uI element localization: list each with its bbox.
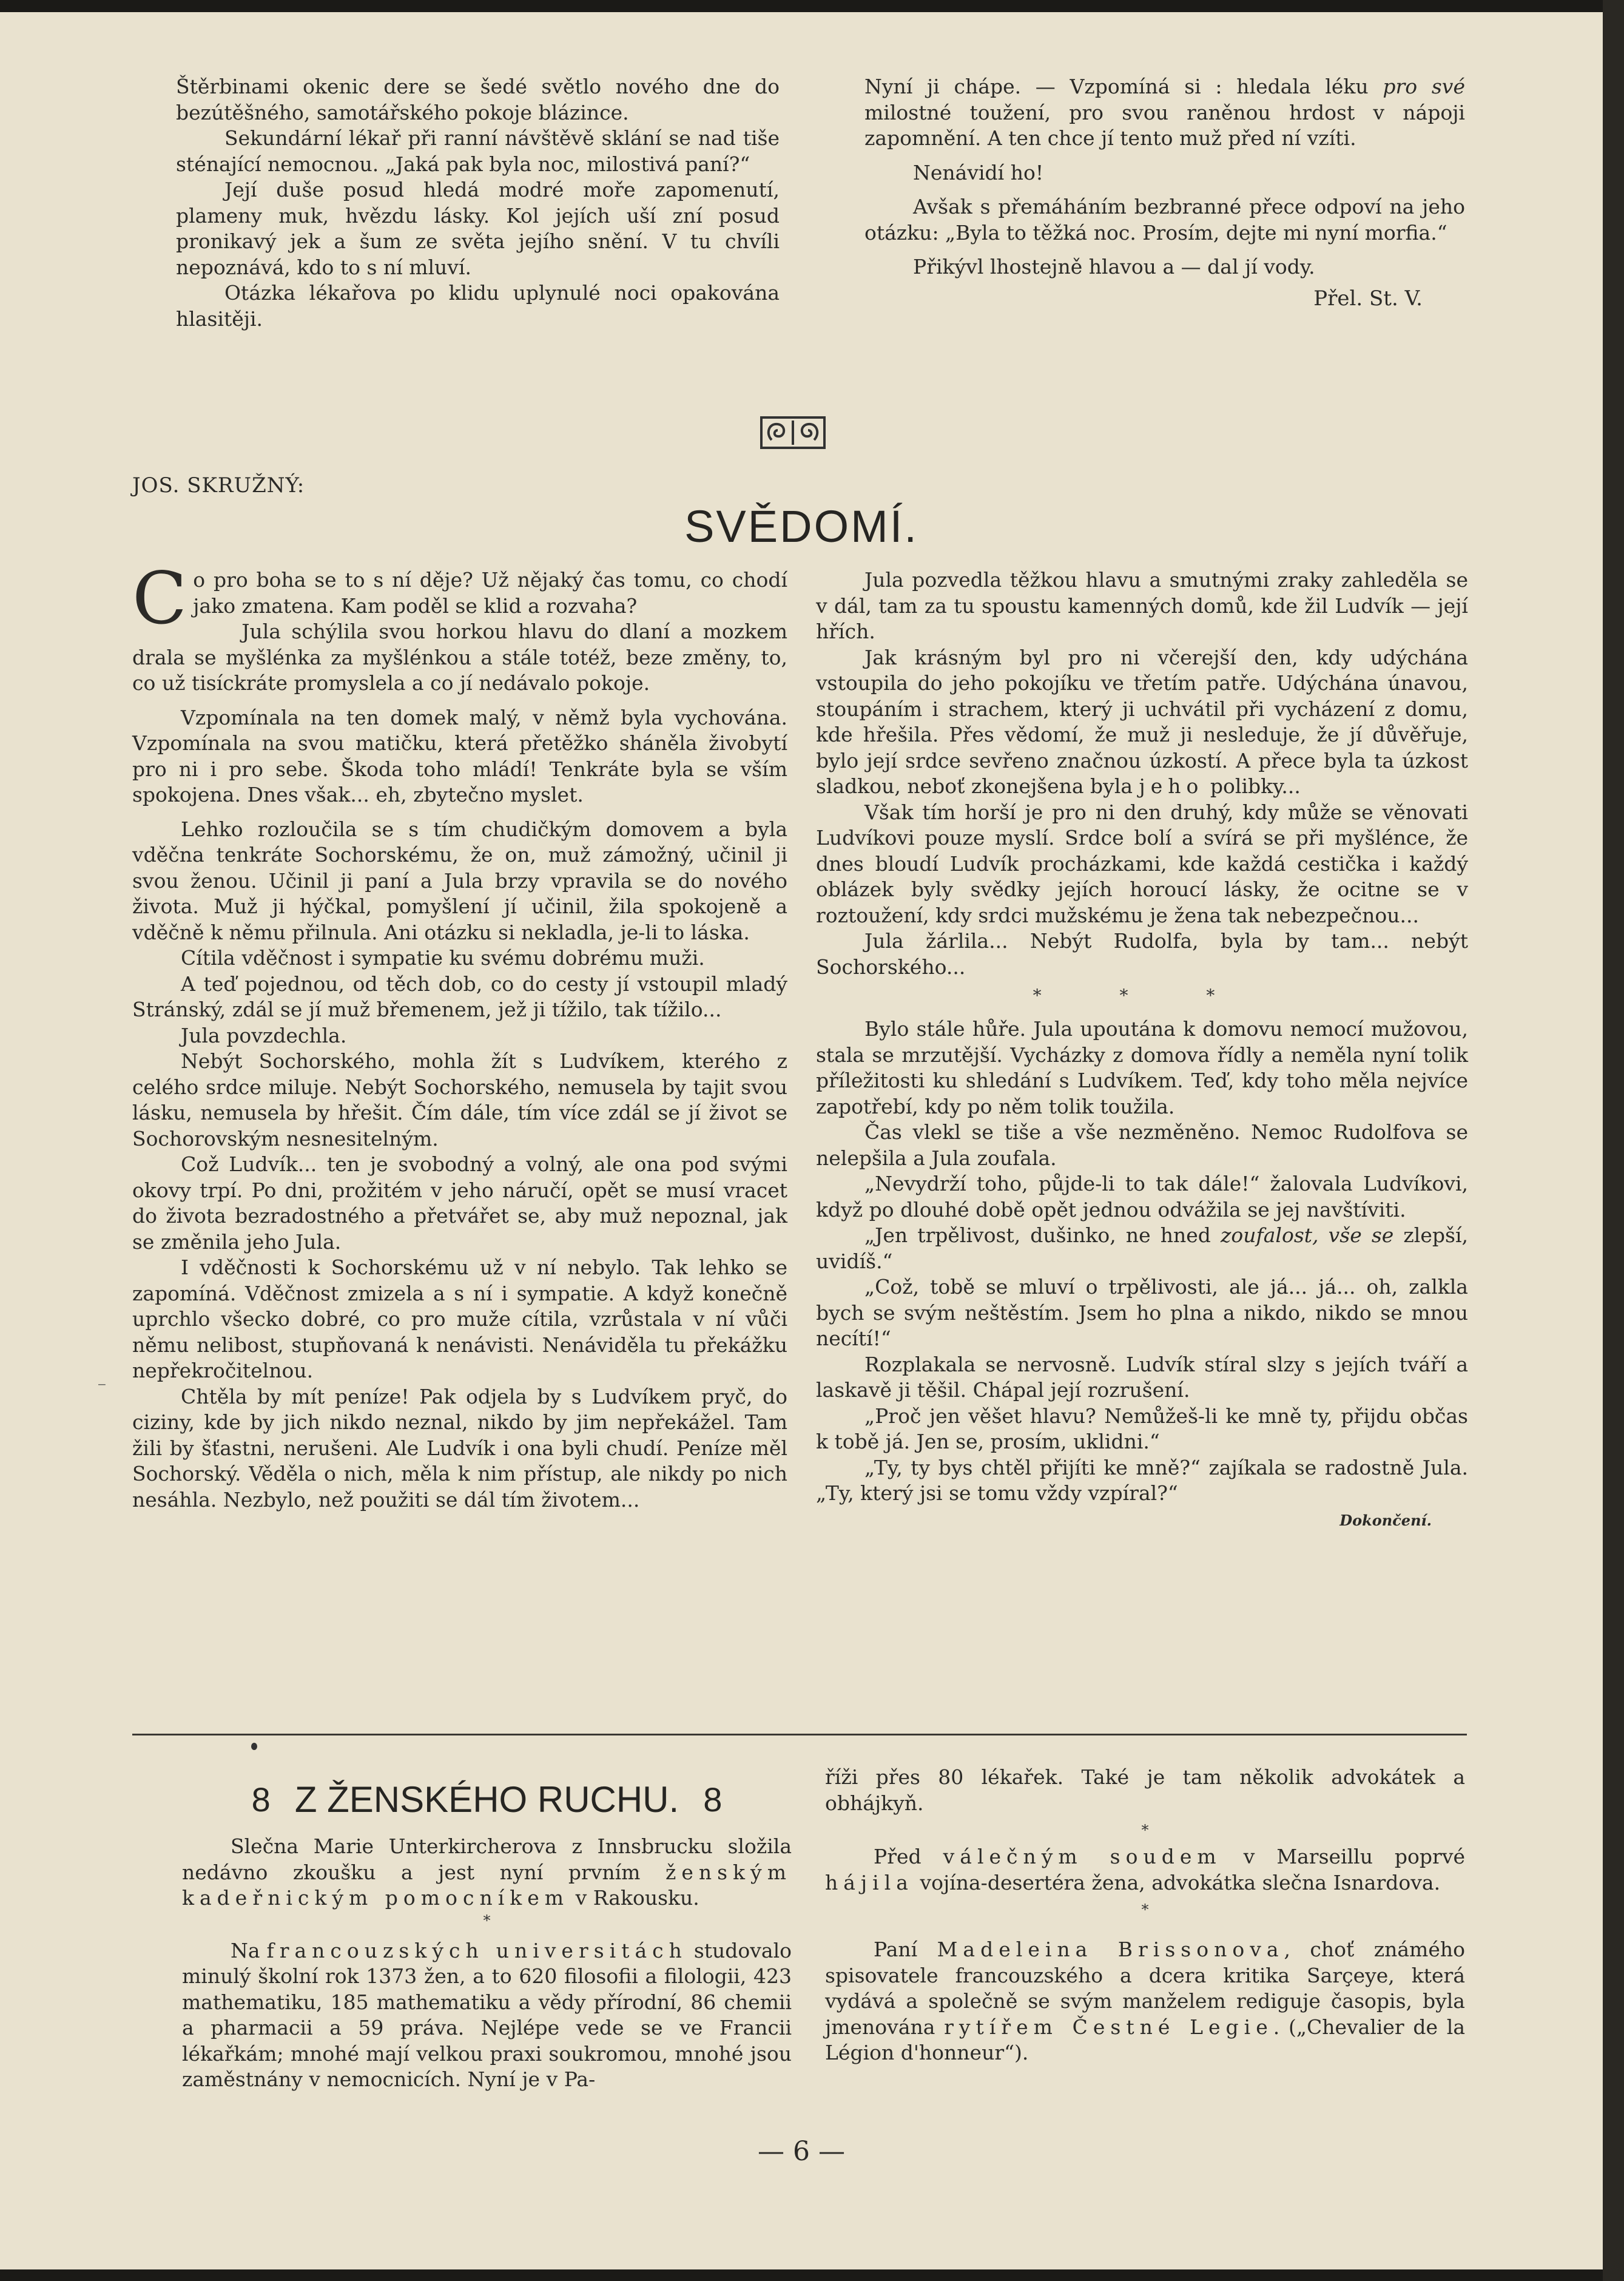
spaced-text: hájila (825, 1870, 914, 1894)
continuation-right-column (864, 74, 1465, 311)
text: v Marseillu poprvé (1221, 1845, 1465, 1868)
paragraph (864, 74, 1465, 152)
news-heading (182, 1772, 792, 1826)
paragraph (182, 1938, 792, 2093)
paragraph (816, 645, 1468, 800)
story-left-column (132, 556, 787, 1513)
to-be-continued-note: Dokončení. (1339, 1511, 1432, 1529)
spaced-text: francouzských universitách (266, 1938, 687, 1962)
section-divider-rule (132, 1734, 1467, 1735)
paragraph: Vzpomínala na ten domek malý, v němž byla vychována. Vzpomínala na svou matičku, která přetěžko sháněla živobytí pro ni i pro sebe. Škoda toho mládí! Tenkráte byla se vším spokojena. Dnes však... eh, zbytečno myslet. (132, 705, 787, 806)
paragraph: Cítila vděčnost i sympatie ku svému dobrému muži. (181, 946, 705, 970)
paragraph: říži přes 80 lékařek. Také je tam několik advokátek a obhájkyň. (825, 1765, 1465, 1815)
drop-cap: C (132, 556, 187, 640)
paragraph: Jula žárlila... Nebýt Rudolfa, byla by tam... nebýt Sochorského... (816, 929, 1468, 979)
paragraph: Jula pozvedla těžkou hlavu a smutnými zraky zahleděla se v dál, tam za tu spoustu kamenných domů, kde žil Ludvík — její hřích. (816, 568, 1468, 643)
magazine-page (0, 12, 1603, 2269)
paragraph: Lehko rozloučila se s tím chudičkým domovem a byla vděčna tenkráte Sochorskému, že on, muž zámožný, učinil ji svou ženou. Učinil ji paní a Jula brzy vpravila se do nového života. Muž ji hýčkal, pomyšlení jí učinil, žila spokojeně a vděčně k němu přilnula. Ani otázku si nekladla, je-li to láska. (132, 817, 787, 944)
paragraph (825, 1844, 1465, 1896)
paragraph: Však tím horší je pro ni den druhý, kdy může se věnovati Ludvíkovi pouze myslí. Srdce bolí a svírá se při myšlénce, že dnes bloudí Ludvík procházkami, kde každá cestička i každý oblázek byly svědky jejích horoucí lásky, že ocitne se v roztoužení, kdy srdci mužskému je žena tak nebezpečnou... (816, 800, 1468, 927)
ornament-icon (760, 416, 826, 450)
paragraph: „Ty, ty bys chtěl přijíti ke mně?“ zajíkala se radostně Jula. „Ty, který jsi se tomu vždy vzpíral?“ (816, 1455, 1468, 1505)
text: Jak krásným byl pro ni včerejší den, kdy udýchána vstoupila do jeho pokojíku ve třetím patře. Udýchána únavou, stoupáním i strachem, který ji uchvátil při vycházení z domu, kde hřešila. Přes vědomí, že muž ji nesleduje, že jí důvěřuje, bylo její srdce sevřeno značnou úzkostí. A přece byla ta úzkost sladkou, neboť zkonejšena byla (816, 645, 1468, 798)
text: o pro boha se to s ní děje? Už nějaký čas tomu, co chodí jako zmatena. Kam poděl se klid a rozvaha? (193, 568, 787, 618)
spaced-text: válečným soudem (943, 1845, 1222, 1868)
text: v Rakousku. (569, 1886, 699, 1910)
news-heading-text: Z ŽENSKÉHO RUCHU. (294, 1779, 679, 1820)
margin-mark: ⁻ (97, 1377, 107, 1399)
spaced-text: ženským kadeřnickým pomocníkem (182, 1860, 792, 1910)
text: Na (231, 1938, 267, 1962)
text: polibky... (1204, 774, 1301, 798)
paragraph: Bylo stále hůře. Jula upoutána k domovu nemocí mužovou, stala se mrzutější. Vycházky z domova řídly a neměla nyní tolik příležitosti ku shledání s Ludvíkem. Teď, kdy toho měla nejvíce zapotřebí, kdy po něm tolik toužila. (816, 1017, 1468, 1118)
text: vojína-desertéra žena, advokátka slečna Isnardova. (913, 1870, 1441, 1894)
separator-star: * (483, 1911, 491, 1929)
paragraph: „Nevydrží toho, půjde-li to tak dále!“ žalovala Ludvíkovi, když po dlouhé době opět jednou odvážila se jej navštíviti. (816, 1172, 1468, 1222)
section-break-stars: * * * (1033, 985, 1252, 1005)
paragraph: Což Ludvík... ten je svobodný a volný, ale ona pod svými okovy trpí. Po dni, prožitém v jeho náručí, opět se musí vracet do života bezradostného a přetvářet se, aby muž nepoznal, jak se změnila jeho Jula. (132, 1152, 787, 1254)
paragraph: Rozplakala se nervosně. Ludvík stíral slzy s jejích tváří a laskavě ji těšil. Chápal její rozrušení. (816, 1352, 1468, 1402)
paragraph: Nenávidí ho! (913, 160, 1044, 184)
spaced-text: jeho (1139, 774, 1204, 798)
paragraph: A teď pojednou, od těch dob, co do cesty jí vstoupil mladý Stránský, zdál se jí muž břemenem, jež ji tížilo, tak tížilo... (132, 972, 787, 1021)
heading-ornament-icon: 8 (703, 1780, 723, 1819)
text: . („Chevalier de la Légion d'honneur“). (825, 2015, 1465, 2064)
text: Nyní ji chápe. — Vzpomíná si : hledala léku (864, 75, 1383, 98)
text: Před (874, 1845, 943, 1868)
rule-dot (251, 1743, 257, 1750)
paragraph: Štěrbinami okenic dere se šedé světlo nového dne do bezútěšného, samotářského pokoje blázince. (176, 75, 780, 124)
paragraph: Sekundární lékař při ranní návštěvě sklání se nad tiše sténající nemocnou. „Jaká pak byla noc, milostivá paní?“ (176, 126, 780, 176)
paragraph: Čas vlekl se tiše a vše nezměněno. Nemoc Rudolfova se nelepšila a Jula zoufala. (816, 1120, 1468, 1170)
italic-text: pro své (1383, 75, 1465, 98)
text: milostné toužení, pro svou raněnou hrdost v nápoji zapomnění. A ten chce jí tento muž před ní vzíti. (864, 100, 1465, 150)
heading-ornament-icon: 8 (251, 1780, 271, 1819)
paragraph (816, 1223, 1468, 1274)
text: zlepší, uvidíš.“ (816, 1223, 1468, 1273)
paragraph: „Což, tobě se mluví o trpělivosti, ale já... já... oh, zalkla bych se svým neštěstím. Jsem ho plna a nikdo, nikdo se mnou necítí!“ (816, 1275, 1468, 1350)
continuation-left-column (176, 74, 780, 332)
story-title: SVĚDOMÍ. (684, 501, 918, 552)
story-author: JOS. SKRUŽNÝ: (132, 473, 305, 498)
story-right-column (816, 567, 1468, 1529)
paragraph: Přikývl lhostejně hlavou a — dal jí vody. (913, 255, 1315, 279)
paragraph: Otázka lékařova po klidu uplynulé noci opakována hlasitěji. (176, 281, 780, 331)
paragraph (182, 1834, 792, 1911)
spaced-text: rytířem Čestné Legie (944, 2015, 1273, 2039)
paragraph: Její duše posud hledá modré moře zapomenutí, plameny muk, hvězdu lásky. Kol jejích uší zní posud pronikavý jek a šum ze světa jejího snění. V tu chvíli nepoznává, kdo to s ní mluví. (176, 178, 780, 279)
paragraph: Nebýt Sochorského, mohla žít s Ludvíkem, kterého z celého srdce miluje. Nebýt Sochorského, nemusela by tajit svou lásku, nemusela by hřešit. Čím dále, tím více zdál se jí život se Sochorovským nesnesitelným. (132, 1049, 787, 1151)
paragraph (132, 556, 787, 640)
separator-star: * (1141, 1822, 1149, 1839)
spaced-text: Madeleina Brissonova (937, 1938, 1284, 1961)
paragraph: I vděčnosti k Sochorskému už v ní nebylo. Tak lehko se zapomíná. Vděčnost zmizela a s ní i sympatie. A když konečně uprchlo všecko dobré, co pro muže cítila, vzrůstala v ní vůči němu nelibost, stupňovaná k nenávisti. Nenáviděla tu překážku nepřekročitelnou. (132, 1255, 787, 1382)
paragraph: „Proč jen věšet hlavu? Nemůžeš-li ke mně ty, přijdu občas k tobě já. Jen se, prosím, uklidni.“ (816, 1404, 1468, 1453)
news-right-column (825, 1765, 1465, 2066)
italic-text: zoufalost, vše se (1221, 1223, 1394, 1247)
paragraph: Chtěla by mít peníze! Pak odjela by s Ludvíkem pryč, do ciziny, kde by jich nikdo neznal, nikdo by jim nepřekážel. Tam žili by šťastni, nerušeni. Ale Ludvík i ona byli chudí. Peníze měl Sochorský. Věděla o nich, měla k nim přístup, ale nikdy po nich nesáhla. Nezbylo, než použiti se dál tím životem... (132, 1384, 787, 1512)
text: , choť známého spisovatele francouzského a dcera kritika Sarçeye, která vydává a společně se svým manželem rediguje časopis, byla jmenována (825, 1938, 1465, 2039)
separator-star: * (1141, 1901, 1149, 1918)
scan-edge (1603, 0, 1624, 2281)
paragraph: Jula povzdechla. (181, 1023, 347, 1047)
paragraph (825, 1937, 1465, 2066)
paragraph: Avšak s přemáháním bezbranné přece odpoví na jeho otázku: „Byla to těžká noc. Prosím, dejte mi nyní morfia.“ (864, 195, 1465, 245)
news-left-column (182, 1772, 792, 2093)
page-number: — 6 — (758, 2136, 845, 2167)
text: „Jen trpělivost, dušinko, ne hned (864, 1223, 1221, 1247)
text: studovalo minulý školní rok 1373 žen, a to 620 filosofii a filologii, 423 mathematiku, 185 mathematiku a vědy přírodní, 86 chemii a pharmacii a 59 práva. Nejlépe vede se ve Francii lékařkám; mnohé mají velkou praxi soukromou, mnohé jsou zaměstnány v nemocnicích. Nyní je v Pa- (182, 1938, 792, 2091)
text: Slečna Marie Unterkircherova z Innsbrucku složila nedávno zkoušku a jest nyní prvním (182, 1834, 792, 1884)
text: Paní (874, 1938, 937, 1961)
paragraph: Jula schýlila svou horkou hlavu do dlaní a mozkem drala se myšlénka za myšlénkou a stále totéž, beze změny, to, co už tisíckráte promyslela a co jí nedávalo pokoje. (132, 620, 787, 695)
translator-signature: Přel. St. V. (1313, 286, 1423, 311)
